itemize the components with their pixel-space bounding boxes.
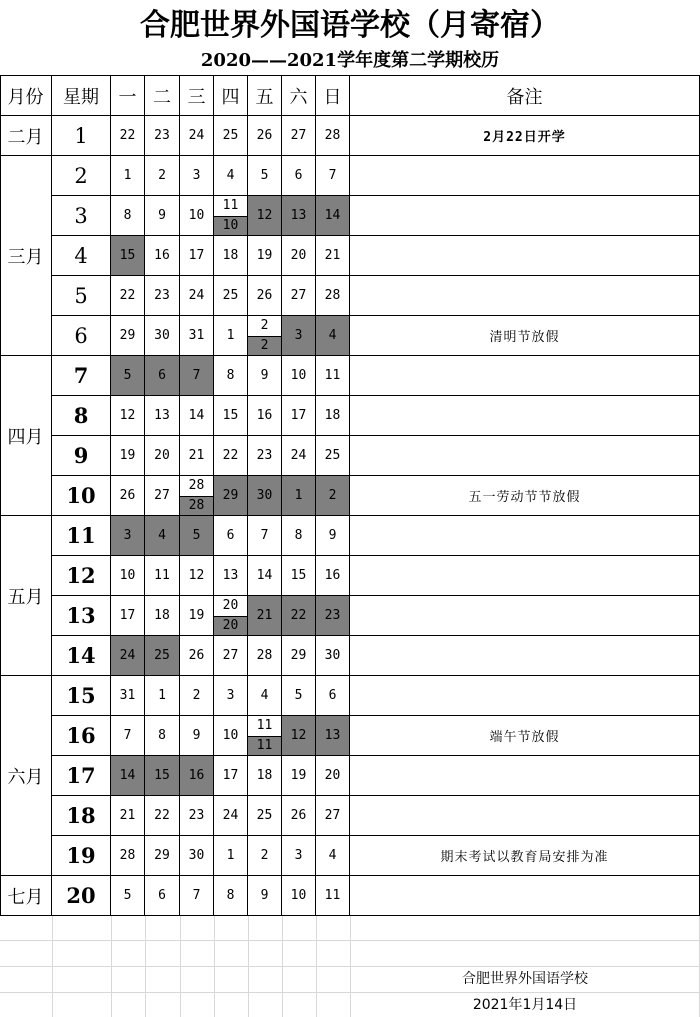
- holiday-day-cell: 25: [145, 636, 180, 676]
- week-number: 18: [52, 796, 111, 836]
- day-cell: 23: [145, 276, 180, 316]
- day-cell: 5: [282, 676, 316, 716]
- day-cell: 10: [282, 356, 316, 396]
- week-number: 2: [52, 156, 111, 196]
- day-cell: 19: [111, 436, 145, 476]
- holiday-day-cell: 12: [248, 196, 282, 236]
- week-number: 9: [52, 436, 111, 476]
- day-cell: 31: [111, 676, 145, 716]
- day-cell: 6: [316, 676, 350, 716]
- gridline: [350, 916, 351, 1017]
- header-day: 六: [282, 76, 316, 116]
- week-number: 11: [52, 516, 111, 556]
- day-cell: 22: [214, 436, 248, 476]
- day-cell: 15: [214, 396, 248, 436]
- day-cell: 6: [214, 516, 248, 556]
- holiday-day-cell: 1: [282, 476, 316, 516]
- day-cell: 28: [111, 836, 145, 876]
- gridline: [214, 916, 215, 1017]
- header-day: 一: [111, 76, 145, 116]
- day-cell: 5: [111, 876, 145, 916]
- header-day: 四: [214, 76, 248, 116]
- day-cell: 2: [248, 836, 282, 876]
- day-cell: 21: [111, 796, 145, 836]
- workday-date: 11: [248, 716, 281, 736]
- day-cell: 24: [214, 796, 248, 836]
- holiday-day-cell: 21: [248, 596, 282, 636]
- day-cell: 23: [145, 116, 180, 156]
- day-cell: 23: [248, 436, 282, 476]
- workday-date: 2: [248, 316, 281, 336]
- holiday-date: 11: [248, 736, 281, 756]
- day-cell: 3: [282, 836, 316, 876]
- week-number: 3: [52, 196, 111, 236]
- day-cell: 16: [248, 396, 282, 436]
- day-cell: 14: [180, 396, 214, 436]
- holiday-day-cell: 5: [180, 516, 214, 556]
- holiday-day-cell: 24: [111, 636, 145, 676]
- day-cell: 13: [214, 556, 248, 596]
- day-cell: 10: [282, 876, 316, 916]
- gridline: [316, 916, 317, 1017]
- holiday-day-cell: 4: [316, 316, 350, 356]
- holiday-day-cell: 15: [111, 236, 145, 276]
- holiday-day-cell: 16: [180, 756, 214, 796]
- day-cell: 27: [282, 276, 316, 316]
- day-cell: 30: [316, 636, 350, 676]
- makeup-day-cell: [214, 196, 248, 236]
- day-cell: 17: [111, 596, 145, 636]
- note-cell: [350, 636, 700, 676]
- footer-date: 2021年1月14日: [420, 994, 630, 1016]
- day-cell: 26: [248, 276, 282, 316]
- day-cell: 17: [180, 236, 214, 276]
- day-cell: 9: [248, 356, 282, 396]
- holiday-day-cell: 23: [316, 596, 350, 636]
- day-cell: 9: [316, 516, 350, 556]
- makeup-day-cell: [248, 316, 282, 356]
- month-cell: 三月: [0, 156, 52, 356]
- day-cell: 7: [316, 156, 350, 196]
- holiday-day-cell: 3: [282, 316, 316, 356]
- day-cell: 17: [214, 756, 248, 796]
- note-cell: [350, 436, 700, 476]
- week-number: 12: [52, 556, 111, 596]
- note-cell: [350, 676, 700, 716]
- day-cell: 4: [248, 676, 282, 716]
- day-cell: 1: [145, 676, 180, 716]
- day-cell: 8: [214, 876, 248, 916]
- day-cell: 28: [248, 636, 282, 676]
- day-cell: 14: [248, 556, 282, 596]
- day-cell: 25: [248, 796, 282, 836]
- day-cell: 10: [180, 196, 214, 236]
- holiday-day-cell: 14: [111, 756, 145, 796]
- day-cell: 4: [316, 836, 350, 876]
- note-cell: [350, 516, 700, 556]
- day-cell: 24: [180, 276, 214, 316]
- day-cell: 7: [111, 716, 145, 756]
- day-cell: 18: [248, 756, 282, 796]
- day-cell: 10: [111, 556, 145, 596]
- makeup-day-cell: [180, 476, 214, 516]
- note-cell: [350, 356, 700, 396]
- week-number: 17: [52, 756, 111, 796]
- week-number: 16: [52, 716, 111, 756]
- day-cell: 28: [316, 116, 350, 156]
- week-number: 4: [52, 236, 111, 276]
- day-cell: 11: [145, 556, 180, 596]
- note-cell: 清明节放假: [350, 316, 700, 356]
- week-number: 5: [52, 276, 111, 316]
- day-cell: 28: [316, 276, 350, 316]
- day-cell: 29: [145, 836, 180, 876]
- gridline: [52, 916, 53, 1017]
- holiday-date: 10: [214, 216, 247, 236]
- week-number: 1: [52, 116, 111, 156]
- footer-school-name: 合肥世界外国语学校: [420, 968, 630, 990]
- note-cell: [350, 156, 700, 196]
- note-cell: 期末考试以教育局安排为准: [350, 836, 700, 876]
- note-cell: 端午节放假: [350, 716, 700, 756]
- day-cell: 8: [214, 356, 248, 396]
- holiday-day-cell: 5: [111, 356, 145, 396]
- note-cell: [350, 556, 700, 596]
- holiday-day-cell: 4: [145, 516, 180, 556]
- note-cell: [350, 796, 700, 836]
- holiday-day-cell: 30: [248, 476, 282, 516]
- gridline: [145, 916, 146, 1017]
- day-cell: 3: [214, 676, 248, 716]
- week-number: 19: [52, 836, 111, 876]
- day-cell: 7: [248, 516, 282, 556]
- day-cell: 25: [214, 276, 248, 316]
- makeup-day-cell: [248, 716, 282, 756]
- day-cell: 22: [111, 276, 145, 316]
- week-number: 10: [52, 476, 111, 516]
- day-cell: 4: [214, 156, 248, 196]
- workday-date: 28: [180, 476, 213, 496]
- holiday-day-cell: 22: [282, 596, 316, 636]
- header-day: 日: [316, 76, 350, 116]
- day-cell: 9: [145, 196, 180, 236]
- note-cell: [350, 276, 700, 316]
- day-cell: 19: [248, 236, 282, 276]
- header-notes: 备注: [350, 76, 700, 116]
- day-cell: 3: [180, 156, 214, 196]
- week-number: 15: [52, 676, 111, 716]
- day-cell: 18: [214, 236, 248, 276]
- note-cell: [350, 236, 700, 276]
- day-cell: 26: [111, 476, 145, 516]
- month-cell: 七月: [0, 876, 52, 916]
- day-cell: 17: [282, 396, 316, 436]
- makeup-day-cell: [214, 596, 248, 636]
- day-cell: 27: [145, 476, 180, 516]
- week-number: 13: [52, 596, 111, 636]
- day-cell: 16: [316, 556, 350, 596]
- day-cell: 22: [145, 796, 180, 836]
- week-number: 6: [52, 316, 111, 356]
- note-cell: [350, 876, 700, 916]
- day-cell: 25: [316, 436, 350, 476]
- day-cell: 23: [180, 796, 214, 836]
- day-cell: 11: [316, 356, 350, 396]
- day-cell: 18: [145, 596, 180, 636]
- holiday-day-cell: 29: [214, 476, 248, 516]
- holiday-day-cell: 15: [145, 756, 180, 796]
- day-cell: 5: [248, 156, 282, 196]
- day-cell: 1: [111, 156, 145, 196]
- week-number: 20: [52, 876, 111, 916]
- month-cell: 四月: [0, 356, 52, 516]
- month-cell: 二月: [0, 116, 52, 156]
- day-cell: 9: [248, 876, 282, 916]
- note-cell: [350, 196, 700, 236]
- day-cell: 26: [282, 796, 316, 836]
- day-cell: 29: [111, 316, 145, 356]
- day-cell: 18: [316, 396, 350, 436]
- day-cell: 8: [145, 716, 180, 756]
- day-cell: 1: [214, 836, 248, 876]
- day-cell: 25: [214, 116, 248, 156]
- day-cell: 22: [111, 116, 145, 156]
- day-cell: 20: [282, 236, 316, 276]
- holiday-date: 28: [180, 496, 213, 516]
- day-cell: 8: [111, 196, 145, 236]
- day-cell: 26: [180, 636, 214, 676]
- page-subtitle: 2020——2021学年度第二学期校历: [200, 50, 500, 71]
- day-cell: 7: [180, 876, 214, 916]
- holiday-day-cell: 6: [145, 356, 180, 396]
- day-cell: 10: [214, 716, 248, 756]
- month-cell: 六月: [0, 676, 52, 876]
- day-cell: 16: [145, 236, 180, 276]
- day-cell: 8: [282, 516, 316, 556]
- day-cell: 2: [145, 156, 180, 196]
- gridline: [111, 916, 112, 1017]
- header-week: 星期: [52, 76, 111, 116]
- day-cell: 2: [180, 676, 214, 716]
- day-cell: 6: [282, 156, 316, 196]
- day-cell: 15: [282, 556, 316, 596]
- header-day: 五: [248, 76, 282, 116]
- day-cell: 29: [282, 636, 316, 676]
- header-day: 三: [180, 76, 214, 116]
- day-cell: 12: [111, 396, 145, 436]
- gridline: [248, 916, 249, 1017]
- week-number: 14: [52, 636, 111, 676]
- holiday-day-cell: 13: [316, 716, 350, 756]
- holiday-day-cell: 2: [316, 476, 350, 516]
- day-cell: 21: [316, 236, 350, 276]
- holiday-day-cell: 13: [282, 196, 316, 236]
- page-title: 合肥世界外国语学校（月寄宿）: [140, 8, 560, 43]
- workday-date: 11: [214, 196, 247, 216]
- day-cell: 20: [316, 756, 350, 796]
- day-cell: 30: [145, 316, 180, 356]
- day-cell: 26: [248, 116, 282, 156]
- day-cell: 31: [180, 316, 214, 356]
- day-cell: 13: [145, 396, 180, 436]
- workday-date: 20: [214, 596, 247, 616]
- day-cell: 19: [282, 756, 316, 796]
- day-cell: 11: [316, 876, 350, 916]
- day-cell: 12: [180, 556, 214, 596]
- day-cell: 20: [145, 436, 180, 476]
- day-cell: 24: [180, 116, 214, 156]
- day-cell: 21: [180, 436, 214, 476]
- holiday-day-cell: 3: [111, 516, 145, 556]
- day-cell: 30: [180, 836, 214, 876]
- note-cell: [350, 396, 700, 436]
- holiday-day-cell: 14: [316, 196, 350, 236]
- header-month: 月份: [0, 76, 52, 116]
- day-cell: 27: [316, 796, 350, 836]
- day-cell: 1: [214, 316, 248, 356]
- gridline: [282, 916, 283, 1017]
- day-cell: 19: [180, 596, 214, 636]
- header-day: 二: [145, 76, 180, 116]
- holiday-date: 20: [214, 616, 247, 636]
- note-cell: [350, 756, 700, 796]
- gridline: [180, 916, 181, 1017]
- holiday-date: 2: [248, 336, 281, 356]
- week-number: 7: [52, 356, 111, 396]
- note-cell: [350, 596, 700, 636]
- holiday-day-cell: 7: [180, 356, 214, 396]
- day-cell: 24: [282, 436, 316, 476]
- note-cell: 2月22日开学: [350, 116, 700, 156]
- note-cell: 五一劳动节节放假: [350, 476, 700, 516]
- holiday-day-cell: 12: [282, 716, 316, 756]
- day-cell: 27: [214, 636, 248, 676]
- month-cell: 五月: [0, 516, 52, 676]
- day-cell: 6: [145, 876, 180, 916]
- day-cell: 27: [282, 116, 316, 156]
- week-number: 8: [52, 396, 111, 436]
- day-cell: 9: [180, 716, 214, 756]
